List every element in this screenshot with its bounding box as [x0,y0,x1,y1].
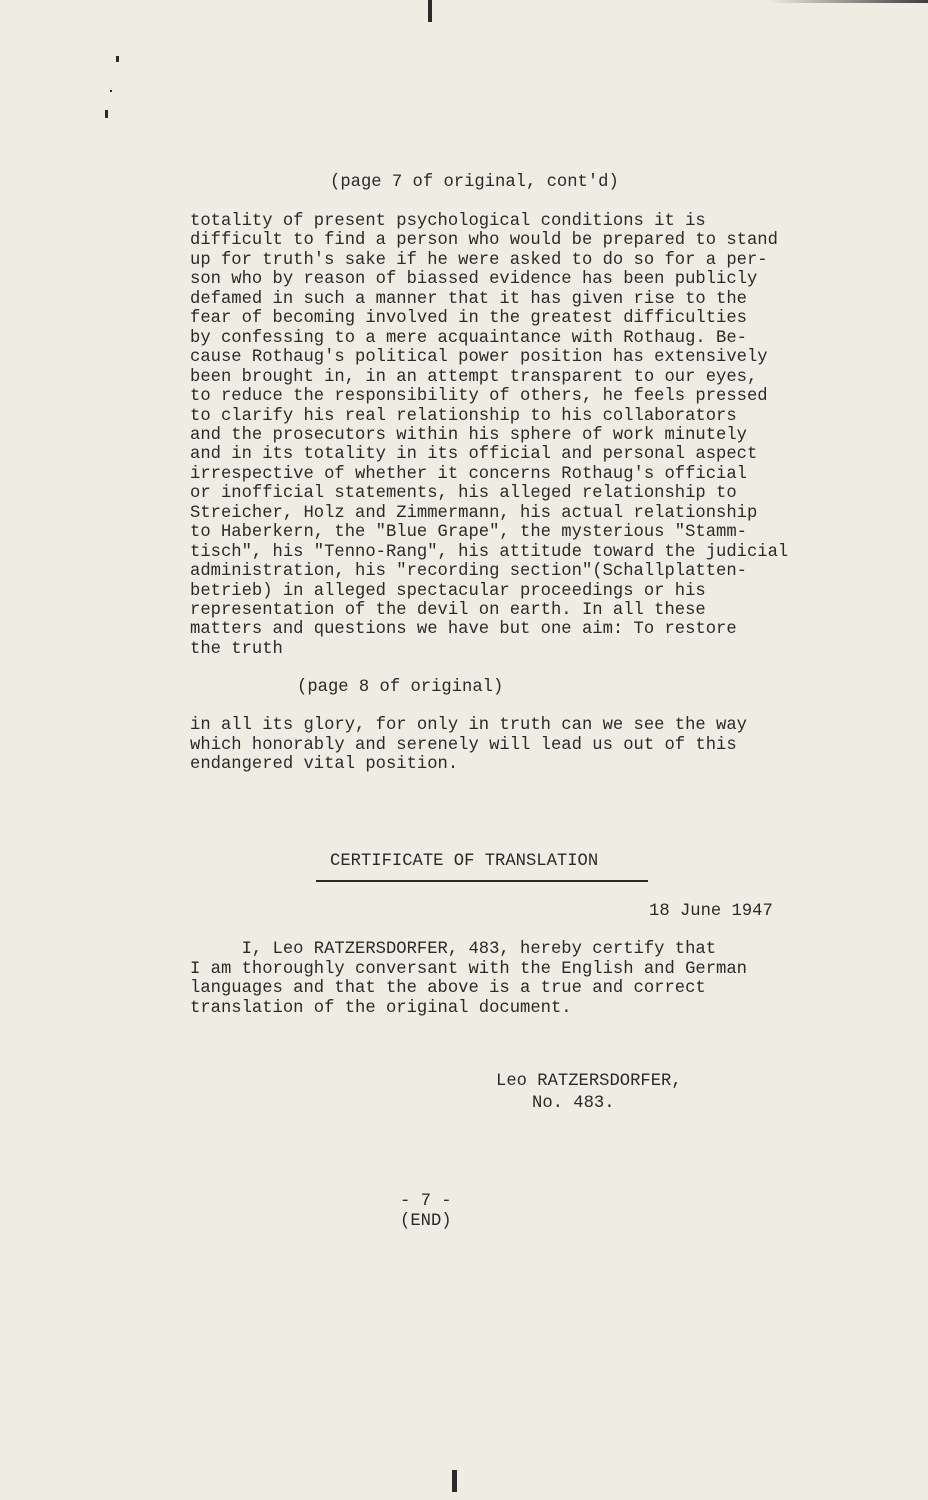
body-line: administration, his "recording section"(Schallplatten- [190,562,747,582]
body-line: to reduce the responsibility of others, he feels pressed [190,387,768,407]
body-line: to Haberkern, the "Blue Grape", the mysterious "Stamm- [190,523,747,543]
body-line: tisch", his "Tenno-Rang", his attitude toward the judicial [190,542,789,562]
body-line: difficult to find a person who would be prepared to stand [190,231,778,251]
scan-edge-line [768,0,928,3]
body-line: up for truth's sake if he were asked to do so for a per- [190,250,768,270]
body-line: or inofficial statements, his alleged relationship to [190,484,737,504]
scan-mark-top [428,0,432,22]
body-line: the truth [190,639,283,659]
signature-number: No. 483. [532,1094,615,1113]
certificate-line: I, Leo RATZERSDORFER, 483, hereby certify that [190,940,717,959]
certificate-line: languages and that the above is a true and correct [190,979,706,998]
body-line: matters and questions we have but one aim: To restore [190,620,737,640]
body-line: cause Rothaug's political power position has extensively [190,348,768,368]
body-line: been brought in, in an attempt transparent to our eyes, [190,367,758,387]
body-line: defamed in such a manner that it has given rise to the [190,289,747,309]
certificate-line: I am thoroughly conversant with the English and German [190,959,747,979]
end-marker: (END) [400,1212,452,1231]
body-line: and in its totality in its official and personal aspect [190,445,758,465]
page-number: - 7 - [400,1192,452,1211]
body-line: by confessing to a mere acquaintance with Rothaug. Be- [190,328,747,348]
scan-mark-left-1 [116,56,119,62]
signature-name: Leo RATZERSDORFER, [496,1072,682,1091]
certificate-title: CERTIFICATE OF TRANSLATION [330,852,599,871]
scan-mark-left-3 [105,110,108,118]
page8-line: in all its glory, for only in truth can we see the way [190,716,747,735]
body-line: Streicher, Holz and Zimmermann, his actual relationship [190,503,758,523]
body-line: and the prosecutors within his sphere of work minutely [190,425,747,445]
certificate-line: translation of the original document. [190,998,572,1018]
page8-header: (page 8 of original) [297,678,504,697]
body-line: to clarify his real relationship to his collaborators [190,406,737,426]
scan-mark-bottom [452,1470,457,1492]
continuation-header: (page 7 of original, cont'd) [330,173,619,192]
body-line: fear of becoming involved in the greatest difficulties [190,309,747,329]
body-line: betrieb) in alleged spectacular proceedings or his [190,581,706,601]
body-line: totality of present psychological conditions it is [190,212,706,231]
body-line: son who by reason of biassed evidence has been publicly [190,270,758,290]
page8-line: endangered vital position. [190,755,459,774]
scan-mark-left-2 [110,90,112,92]
body-line: representation of the devil on earth. In all these [190,601,706,620]
certificate-date: 18 June 1947 [649,902,773,921]
page8-line: which honorably and serenely will lead us out of this [190,735,737,755]
certificate-title-underline [316,880,648,882]
body-line: irrespective of whether it concerns Rothaug's official [190,464,747,484]
